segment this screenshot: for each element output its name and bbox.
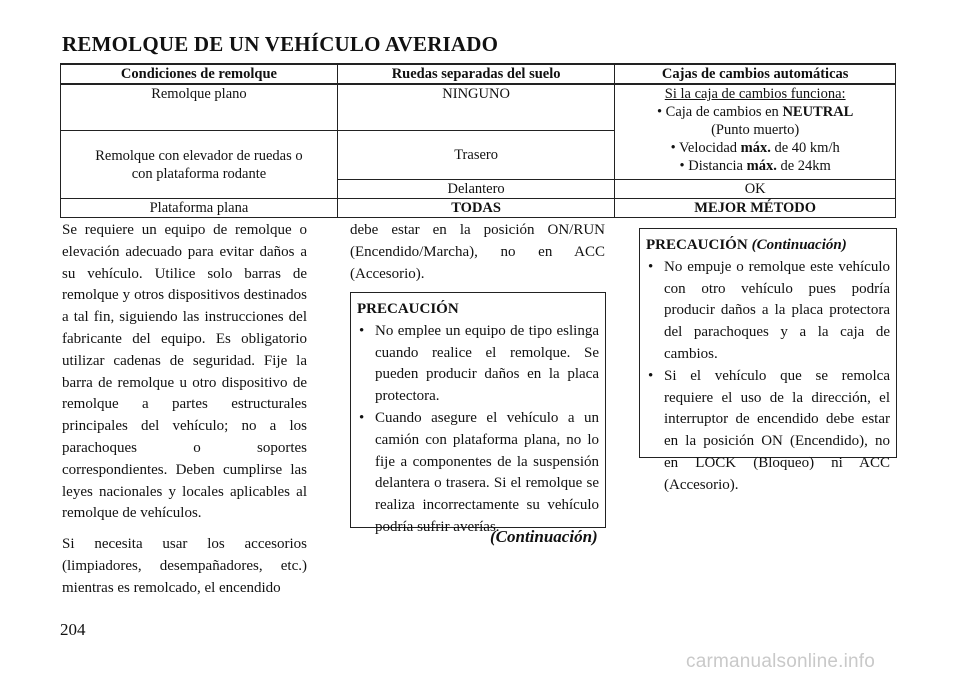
caution-title: PRECAUCIÓN	[357, 301, 459, 317]
caution-item: • Cuando asegure el vehículo a un camión con plataforma plana, no lo fije a componentes de la suspensión delantera o trasera. Si el remolque se realiza incorrectamente su vehículo podría sufrir averías.	[357, 408, 599, 539]
auto-bullet-neutral: • Caja de cambios en NEUTRAL	[656, 104, 854, 120]
auto-bullet-distance: • Distancia máx. de 24km	[679, 158, 831, 174]
caution-list	[357, 321, 599, 539]
cell-wheels-rear: Trasero	[337, 131, 614, 180]
body-paragraph: Se requiere un equipo de remolque o elevación adecuado para evitar daños a su vehículo. Utilice solo barras de remolque y otros dispositivos destinados a tal fin, siguiendo las instrucciones del fabricante del equipo. Es obligatorio utilizar cadenas de seguridad. Fije la barra de remolque u otro dispositivo de remolque a partes estructurales principales del vehículo; no a los parachoques o soportes correspondientes. Deben cumplirse las leyes nacionales y locales aplicables al remolque de vehículos.	[62, 222, 307, 522]
body-paragraph: debe estar en la posición ON/RUN (Encendido/Marcha), no en ACC (Accesorio).	[350, 222, 605, 282]
watermark: carmanualsonline.info	[686, 651, 876, 672]
cell-condition-flat: Remolque plano	[61, 84, 338, 131]
caution-box	[350, 292, 606, 535]
caution-title: PRECAUCIÓN (Continuación)	[646, 237, 847, 253]
caution-list	[646, 257, 890, 497]
body-column-left	[62, 220, 307, 609]
column-header-conditions: Condiciones de remolque	[61, 64, 338, 84]
continued-label: (Continuación)	[490, 527, 598, 546]
cell-wheels-front: Delantero	[337, 180, 614, 199]
cell-automatic-best: MEJOR MÉTODO	[615, 199, 896, 218]
table-row	[61, 199, 896, 218]
cell-automatic-ok: OK	[615, 180, 896, 199]
table-header-row	[61, 64, 896, 84]
cell-condition-flatbed: Plataforma plana	[61, 199, 338, 218]
page-title: REMOLQUE DE UN VEHÍCULO AVERIADO	[62, 32, 499, 56]
cell-wheels-all: TODAS	[337, 199, 614, 218]
caution-item: • No emplee un equipo de tipo eslinga cuando realice el remolque. Se pueden producir daños en la placa protectora.	[357, 321, 599, 408]
body-column-middle	[350, 220, 605, 294]
cell-automatic-instructions	[615, 84, 896, 180]
caution-item: • No empuje o remolque este vehículo con otro vehículo pues podría producir daños a la placa protectora del parachoques y a la caja de cambios.	[646, 257, 890, 366]
caution-box-continued	[639, 228, 897, 493]
cell-condition-wheel-lift: Remolque con elevador de ruedas o con plataforma rodante	[61, 131, 338, 199]
caution-item: • Si el vehículo que se remolca requiere el uso de la dirección, el interruptor de encendido debe estar en la posición ON (Encendido), no en LOCK (Bloqueo) ni ACC (Accesorio).	[646, 366, 890, 497]
column-header-wheels: Ruedas separadas del suelo	[337, 64, 614, 84]
auto-heading: Si la caja de cambios funciona:	[664, 86, 846, 102]
page-number: 204	[60, 620, 86, 639]
auto-bullet-speed: • Velocidad máx. de 40 km/h	[670, 140, 840, 156]
column-header-automatic: Cajas de cambios automáticas	[615, 64, 896, 84]
cell-wheels-none: NINGUNO	[337, 84, 614, 131]
table-row	[61, 84, 896, 131]
body-paragraph: Si necesita usar los accesorios (limpiadores, desempañadores, etc.) mientras es remolcado, el encendido	[62, 536, 307, 596]
auto-bullet-neutral-sub: (Punto muerto)	[711, 122, 800, 138]
towing-conditions-table	[60, 63, 896, 218]
